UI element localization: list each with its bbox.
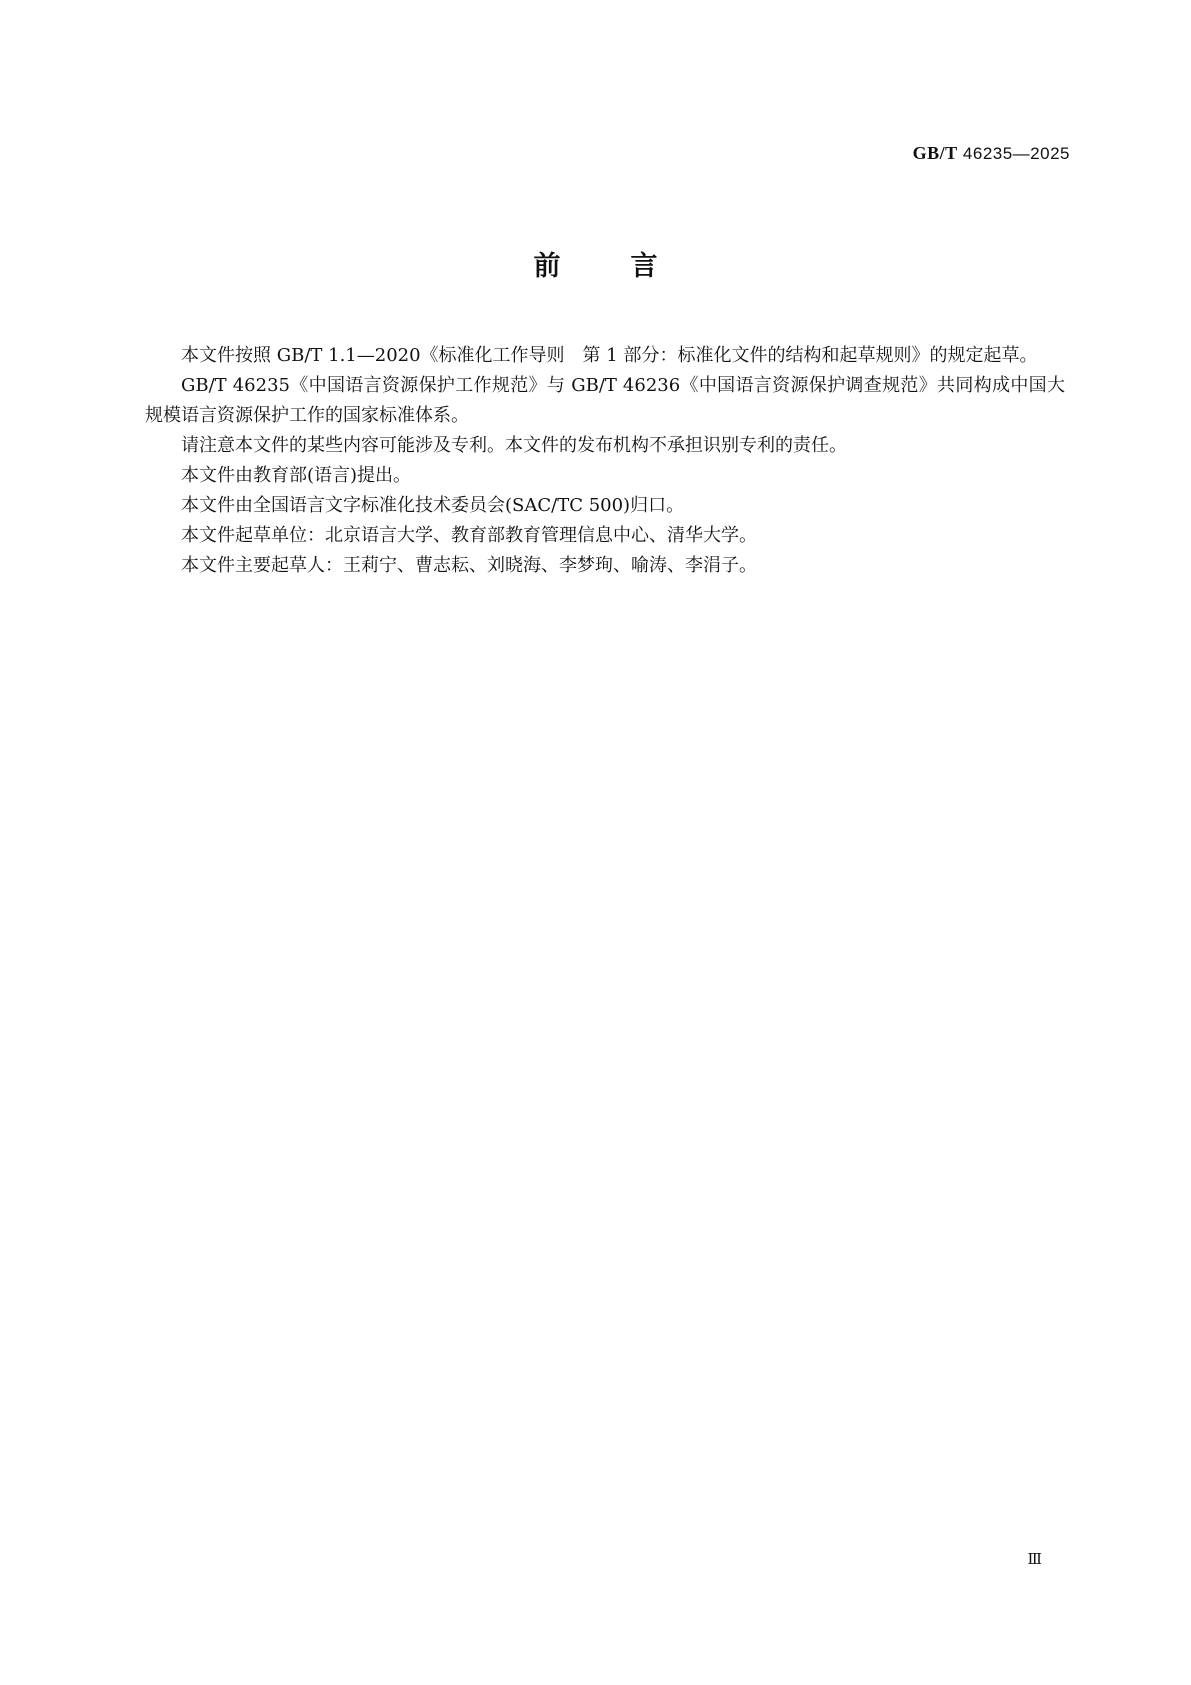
standard-number [913,143,1070,164]
page-number: Ⅲ [1027,1552,1041,1568]
paragraph-drafting-units: 本文件起草单位：北京语言大学、教育部教育管理信息中心、清华大学。 [181,525,757,546]
paragraph-drafting-rules: 本文件按照 GB/T 1.1—2020《标准化工作导则 第 1 部分：标准化文件的结构和起草规则》的规定起草。 [181,345,1038,366]
paragraph-proposer: 本文件由教育部(语言)提出。 [181,465,412,486]
paragraph-drafters: 本文件主要起草人：王莉宁、曹志耘、刘晓海、李梦珣、喻涛、李涓子。 [181,555,757,576]
page-title: 前言 [533,251,728,282]
paragraph-standard-system: GB/T 46235《中国语言资源保护工作规范》与 GB/T 46236《中国语言资源保护调查规范》共同构成中国大规模语言资源保护工作的国家标准体系。 [145,375,1065,426]
standard-prefix: GB/T [912,143,958,163]
foreword-body [145,341,1065,581]
standard-code: 46235—2025 [962,144,1070,163]
paragraph-committee: 本文件由全国语言文字标准化技术委员会(SAC/TC 500)归口。 [181,495,685,516]
paragraph-patent-notice: 请注意本文件的某些内容可能涉及专利。本文件的发布机构不承担识别专利的责任。 [181,435,847,456]
